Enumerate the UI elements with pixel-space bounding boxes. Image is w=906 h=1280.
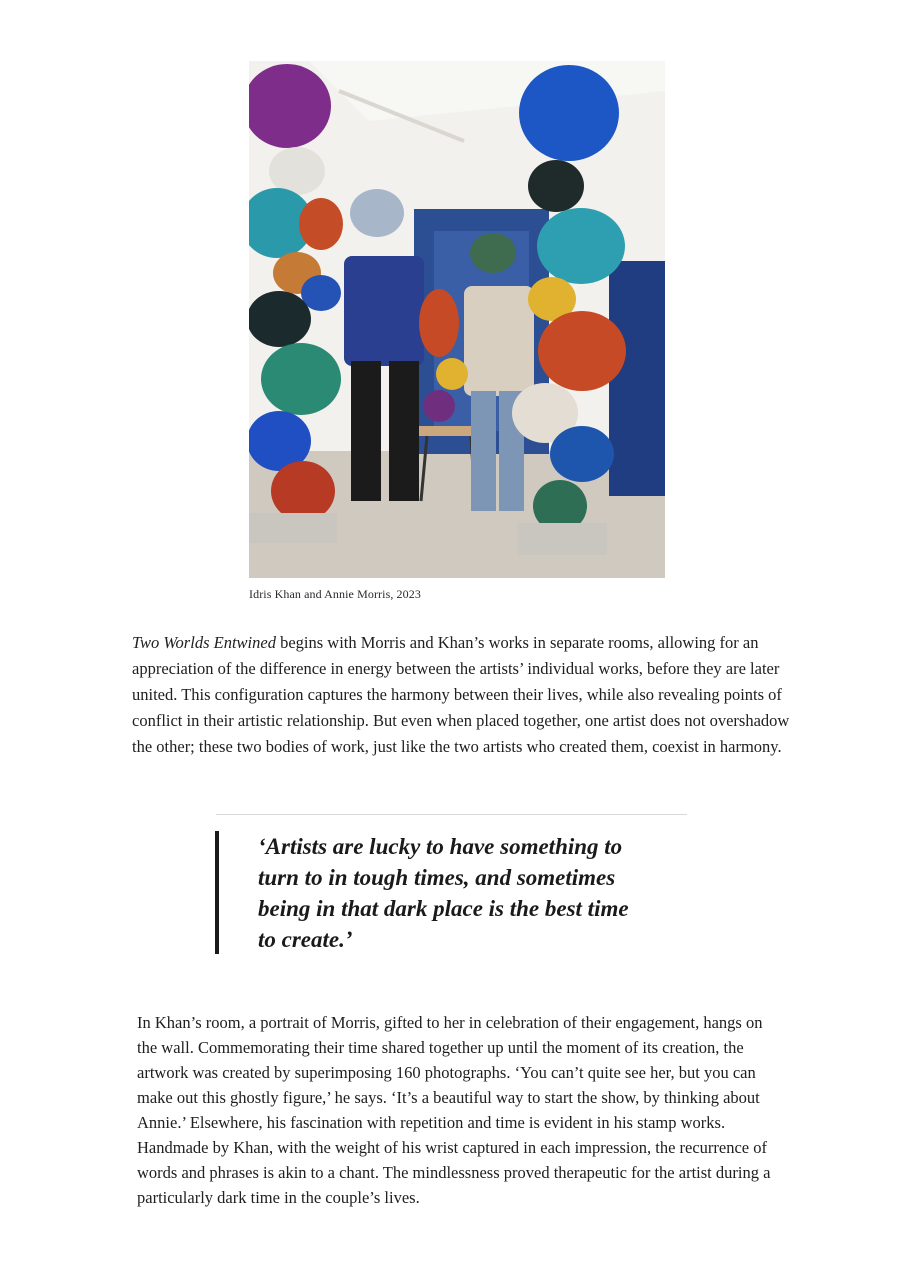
section-divider [216,814,687,815]
paragraph-1-text: begins with Morris and Khan’s works in separate rooms, allowing for an appreciation of the difference in energy between the artists’ individual works, before they are later united. This configuration captures the harmony between their lives, while also revealing points of conflict in their artistic relationship. But even when placed together, one artist does not overshadow the other; these two bodies of work, just like the two artists who created them, coexist in harmony. [132,633,790,756]
artist-photo [249,61,665,578]
pull-quote: ‘Artists are lucky to have something to turn to in tough times, and sometimes being in that dark place is the best time to create.’ [258,834,629,952]
exhibition-title: Two Worlds Entwined [132,633,276,652]
photo-caption: Idris Khan and Annie Morris, 2023 [249,587,421,601]
body-paragraph-1 [132,630,792,760]
pull-quote-bar [215,831,219,954]
body-paragraph-2: In Khan’s room, a portrait of Morris, gifted to her in celebration of their engagement, hangs on the wall. Commemorating their time shared together up until the moment of its creation, the artwork was created by superimposing 160 photographs. ‘You can’t quite see her, but you can make out this ghostly figure,’ he says. ‘It’s a beautiful way to start the show, by thinking about Annie.’ Elsewhere, his fascination with repetition and time is evident in his stamp works. Handmade by Khan, with the weight of his wrist captured in each impression, the recurrence of words and phrases is akin to a chant. The mindlessness proved therapeutic for the artist during a particularly dark time in the couple’s lives. [137,1013,771,1207]
